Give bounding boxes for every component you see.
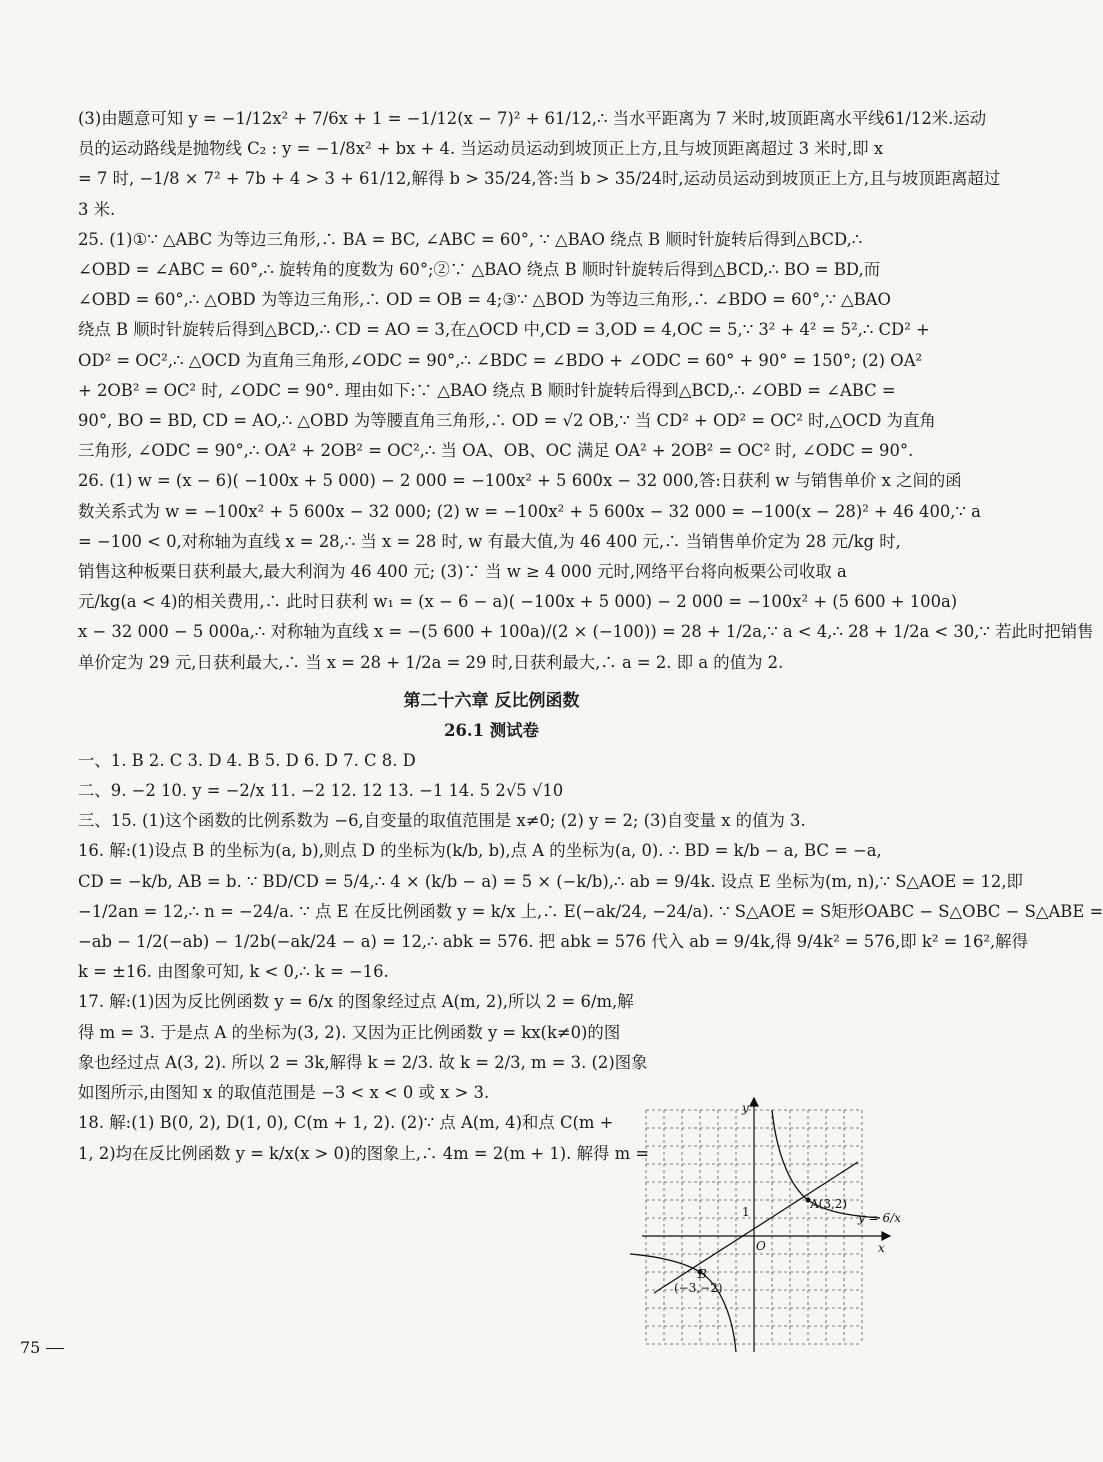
text-line: 16. 解:(1)设点 B 的坐标为(a, b),则点 D 的坐标为(k/b, b),点 A 的坐标为(a, 0). ∴ BD = k/b − a, BC = −a, xyxy=(78,841,882,861)
text-line: + 2OB² = OC² 时, ∠ODC = 90°. 理由如下:∵ △BAO 绕点 B 顺时针旋转后得到△BCD,∴ ∠OBD = ∠ABC = xyxy=(78,380,896,400)
text-line: 三、15. (1)这个函数的比例系数为 −6,自变量的取值范围是 x≠0; (2) y = 2; (3)自变量 x 的值为 3. xyxy=(78,811,806,831)
page-number-dash xyxy=(46,1348,64,1349)
point-b-label: (−3,−2) xyxy=(674,1281,723,1295)
point-a-label: A(3,2) xyxy=(810,1197,848,1211)
origin-label: O xyxy=(756,1239,766,1253)
y-axis-arrow xyxy=(750,1098,758,1106)
text-line: 90°, BO = BD, CD = AO,∴ △OBD 为等腰直角三角形,∴ OD = √2 OB,∵ 当 CD² + OD² = OC² 时,△OCD 为直角 xyxy=(78,411,936,431)
page-number-text: 75 xyxy=(20,1338,41,1357)
text-line: 25. (1)①∵ △ABC 为等边三角形,∴ BA = BC, ∠ABC = 60°, ∵ △BAO 绕点 B 顺时针旋转后得到△BCD,∴ xyxy=(78,229,863,249)
text-line: 元/kg(a < 4)的相关费用,∴ 此时日获利 w₁ = (x − 6 − a)( −100x + 5 000) − 2 000 = −100x² + (5 600 + 100a) xyxy=(78,592,958,612)
chapter-title: 第二十六章 反比例函数 xyxy=(403,690,580,711)
text-line: 员的运动路线是抛物线 C₂ : y = −1/8x² + bx + 4. 当运动员运动到坡顶正上方,且与坡顶距离超过 3 米时,即 x xyxy=(78,139,884,159)
text-line: 单价定为 29 元,日获利最大,∴ 当 x = 28 + 1/2a = 29 时,日获利最大,∴ a = 2. 即 a 的值为 2. xyxy=(78,652,784,672)
text-line: −1/2an = 12,∴ n = −24/a. ∵ 点 E 在反比例函数 y = k/x 上,∴ E(−ak/24, −24/a). ∵ S△AOE = S矩形OABC − S△OBC − S△ABE = xyxy=(78,901,1103,921)
text-line: 销售这种板栗日获利最大,最大利润为 46 400 元; (3)∵ 当 w ≥ 4 000 元时,网络平台将向板栗公司收取 a xyxy=(78,562,847,582)
graph-labels xyxy=(674,1101,901,1295)
text-line: 18. 解:(1) B(0, 2), D(1, 0), C(m + 1, 2). (2)∵ 点 A(m, 4)和点 C(m + xyxy=(78,1113,614,1133)
text-line: = 7 时, −1/8 × 7² + 7b + 4 > 3 + 61/12,解得 b > 35/24,答:当 b > 35/24时,运动员运动到坡顶正上方,且与坡顶距离超过 xyxy=(78,169,1001,189)
text-line: 一、1. B 2. C 3. D 4. B 5. D 6. D 7. C 8. D xyxy=(78,750,416,770)
curve-label: y = 6/x xyxy=(858,1211,901,1225)
text-line: 二、9. −2 10. y = −2/x 11. −2 12. 12 13. −1 14. 5 2√5 √10 xyxy=(78,781,564,801)
text-line: 三角形, ∠ODC = 90°,∴ OA² + 2OB² = OC²,∴ 当 OA、OB、OC 满足 OA² + 2OB² = OC² 时, ∠ODC = 90°. xyxy=(78,441,914,461)
x-axis-label: x xyxy=(878,1241,885,1255)
axes xyxy=(642,1098,890,1352)
text-line: x − 32 000 − 5 000a,∴ 对称轴为直线 x = −(5 600 + 100a)/(2 × (−100)) = 28 + 1/2a,∵ a < 4,∴ 28 + 1/2a < 30,∵ 若此时把销售 xyxy=(78,622,1094,642)
text-line: OD² = OC²,∴ △OCD 为直角三角形,∠ODC = 90°,∴ ∠BDC = ∠BDO + ∠ODC = 60° + 90° = 150°; (2) OA² xyxy=(78,350,923,370)
text-line: 26. (1) w = (x − 6)( −100x + 5 000) − 2 000 = −100x² + 5 600x − 32 000,答:日获利 w 与销售单价 x 之间的函 xyxy=(78,471,962,491)
text-line: 3 米. xyxy=(78,199,116,219)
text-line: 17. 解:(1)因为反比例函数 y = 6/x 的图象经过点 A(m, 2),所以 2 = 6/m,解 xyxy=(78,992,634,1012)
y-axis-label: y xyxy=(742,1101,749,1115)
unit-label: 1 xyxy=(742,1205,750,1219)
text-line: k = ±16. 由图象可知, k < 0,∴ k = −16. xyxy=(78,962,389,982)
text-line: −ab − 1/2(−ab) − 1/2b(−ak/24 − a) = 12,∴ abk = 576. 把 abk = 576 代入 ab = 9/4k,得 9/4k² = 576,即 k² = 16²,解得 xyxy=(78,932,1028,952)
text-line: 1, 2)均在反比例函数 y = k/x(x > 0)的图象上,∴ 4m = 2(m + 1). 解得 m = xyxy=(78,1143,650,1163)
text-line: CD = −k/b, AB = b. ∵ BD/CD = 5/4,∴ 4 × (k/b − a) = 5 × (−k/b),∴ ab = 9/4k. 设点 E 坐标为(m, n),∵ S△AOE = 12,即 xyxy=(78,871,1023,891)
x-axis-arrow xyxy=(882,1232,890,1240)
answer-block-bottom xyxy=(78,746,1103,988)
text-line: = −100 < 0,对称轴为直线 x = 28,∴ 当 x = 28 时, w 有最大值,为 46 400 元,∴ 当销售单价定为 28 元/kg 时, xyxy=(78,531,901,551)
text-line: ∠OBD = ∠ABC = 60°,∴ 旋转角的度数为 60°;②∵ △BAO 绕点 B 顺时针旋转后得到△BCD,∴ BO = BD,而 xyxy=(78,260,881,280)
text-line: 如图所示,由图知 x 的取值范围是 −3 < x < 0 或 x > 3. xyxy=(78,1083,490,1103)
section-title: 26.1 测试卷 xyxy=(444,720,539,740)
page-number xyxy=(20,1338,64,1357)
text-line: ∠OBD = 60°,∴ △OBD 为等边三角形,∴ OD = OB = 4;③∵ △BOD 为等边三角形,∴ ∠BDO = 60°,∵ △BAO xyxy=(78,290,891,310)
point-b-letter: B xyxy=(698,1267,707,1281)
answer-block-top xyxy=(78,104,1094,678)
text-line: 数关系式为 w = −100x² + 5 600x − 32 000; (2) w = −100x² + 5 600x − 32 000 = −100(x − 28)² + 46 400,∵ a xyxy=(78,501,981,521)
text-line: 象也经过点 A(3, 2). 所以 2 = 3k,解得 k = 2/3. 故 k = 2/3, m = 3. (2)图象 xyxy=(78,1052,648,1072)
text-line: 绕点 B 顺时针旋转后得到△BCD,∴ CD = AO = 3,在△OCD 中,CD = 3,OD = 4,OC = 5,∵ 3² + 4² = 5²,∴ CD² + xyxy=(78,320,930,340)
text-line: (3)由题意可知 y = −1/12x² + 7/6x + 1 = −1/12(x − 7)² + 61/12,∴ 当水平距离为 7 米时,坡顶距离水平线61/12米.运动 xyxy=(78,109,987,128)
text-line: 得 m = 3. 于是点 A 的坐标为(3, 2). 又因为正比例函数 y = kx(k≠0)的图 xyxy=(78,1022,621,1042)
function-graph xyxy=(632,1098,900,1356)
